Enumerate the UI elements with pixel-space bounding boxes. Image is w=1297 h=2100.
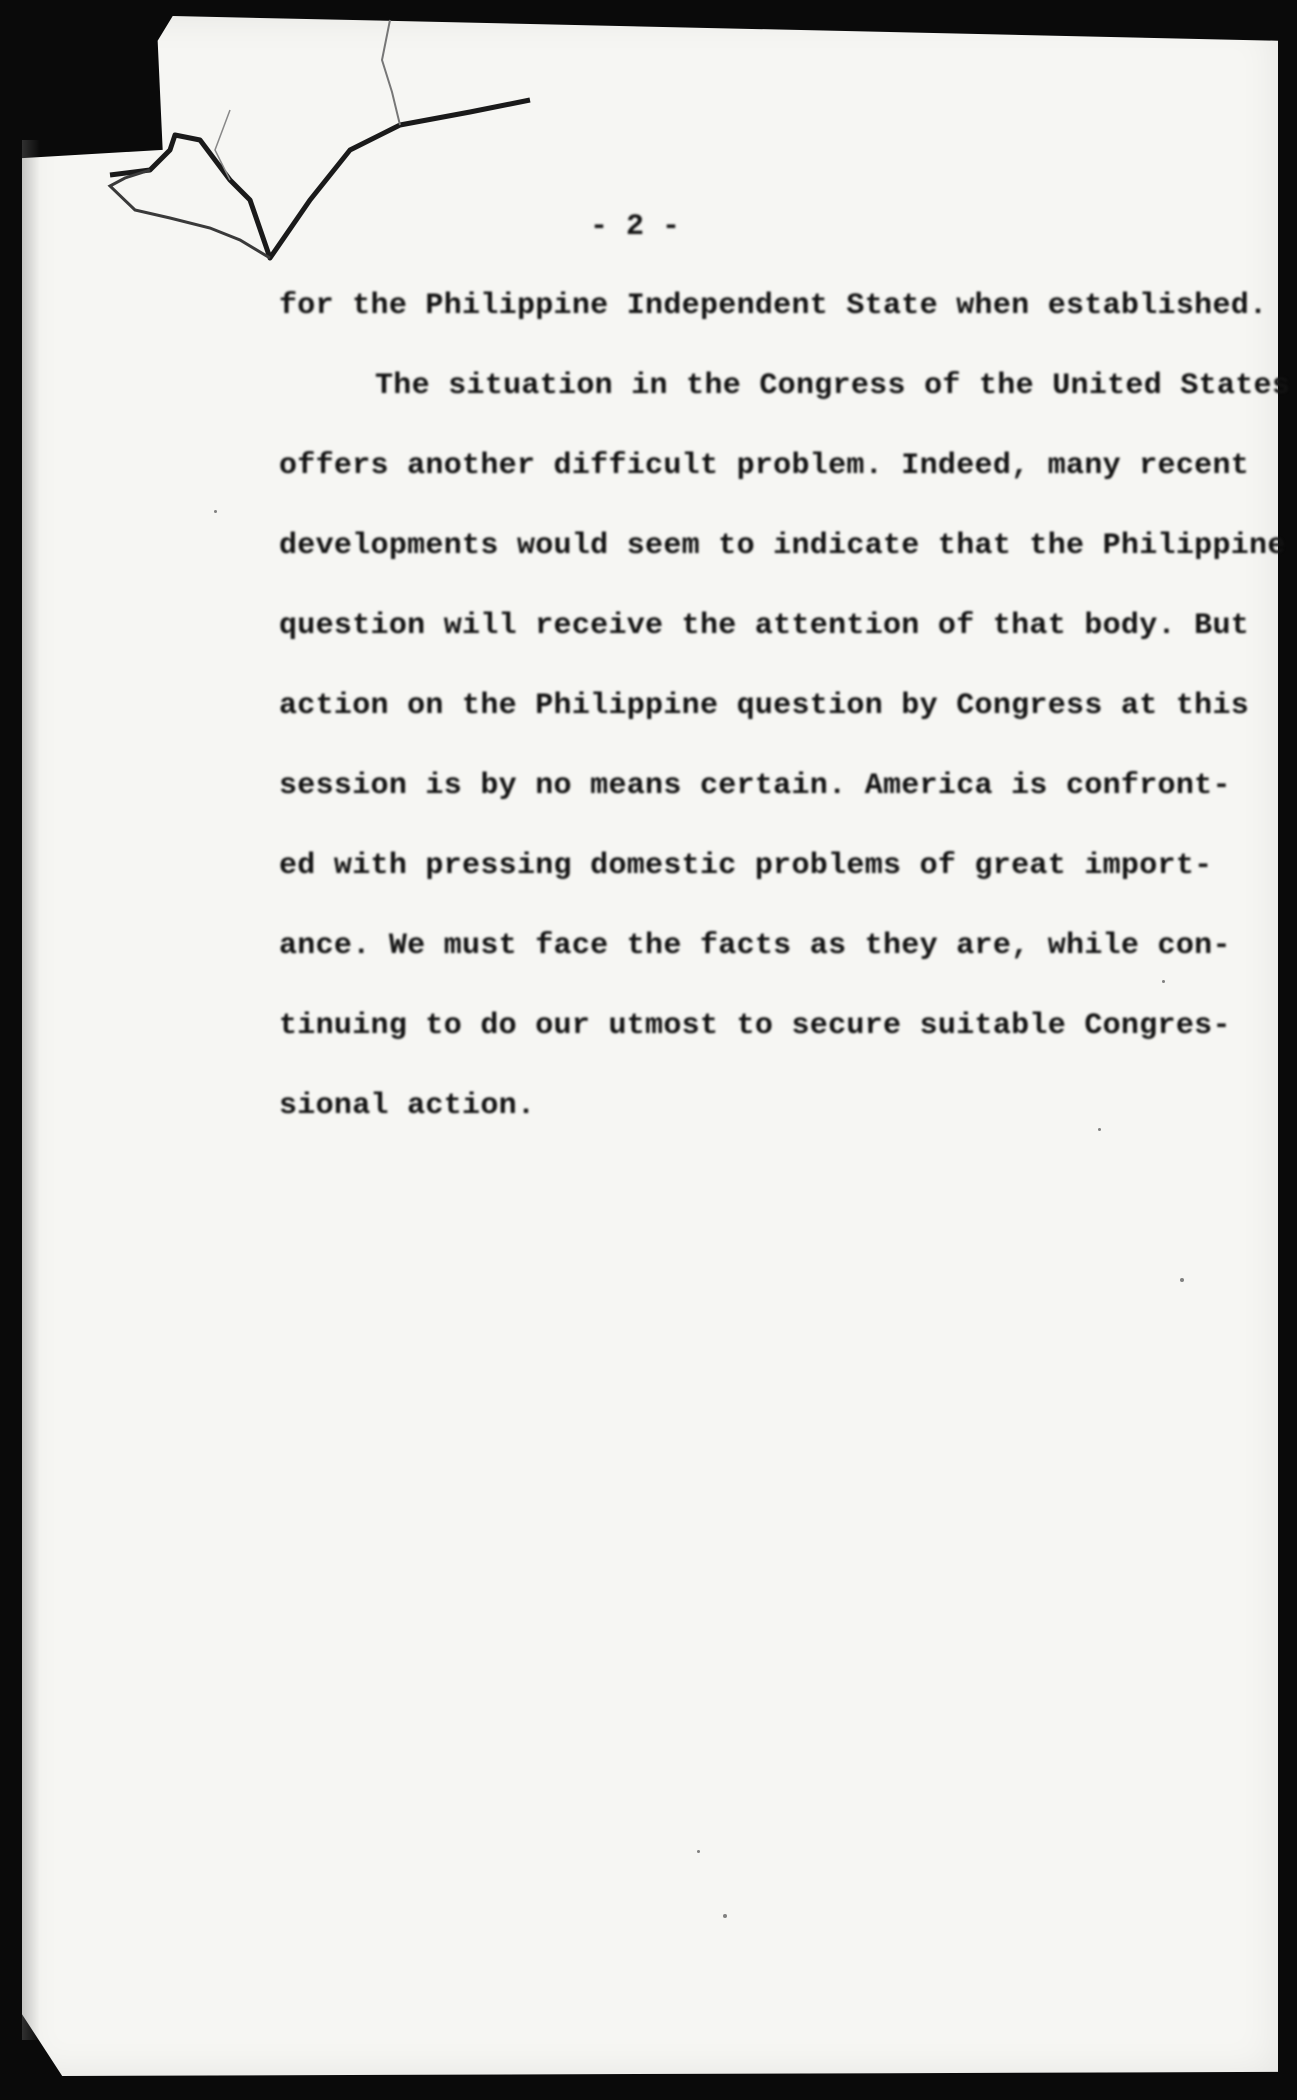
- scan-speck: [1098, 1128, 1101, 1131]
- text-line-2: The situation in the Congress of the United States: [375, 369, 1291, 403]
- text-line-3: offers another difficult problem. Indeed, many recent: [279, 449, 1250, 483]
- page-number: - 2 -: [590, 210, 681, 244]
- text-line-1: for the Philippine Independent State when established.: [279, 289, 1268, 323]
- text-line-10: tinuing to do our utmost to secure suitable Congres-: [279, 1009, 1231, 1043]
- text-line-8: ed with pressing domestic problems of great import-: [279, 849, 1213, 883]
- scan-speck: [214, 510, 217, 513]
- scan-speck: [1180, 1278, 1184, 1282]
- paper-left-shadow: [22, 140, 40, 2040]
- scan-speck: [1162, 980, 1165, 983]
- text-line-9: ance. We must face the facts as they are, while con-: [279, 929, 1231, 963]
- scan-speck: [723, 1914, 727, 1918]
- scan-speck: [697, 1850, 700, 1853]
- text-line-6: action on the Philippine question by Congress at this: [279, 689, 1250, 723]
- text-line-11: sional action.: [279, 1089, 536, 1123]
- text-line-7: session is by no means certain. America is confront-: [279, 769, 1231, 803]
- text-line-5: question will receive the attention of that body. But: [279, 609, 1250, 643]
- text-line-4: developments would seem to indicate that the Philippine: [279, 529, 1286, 563]
